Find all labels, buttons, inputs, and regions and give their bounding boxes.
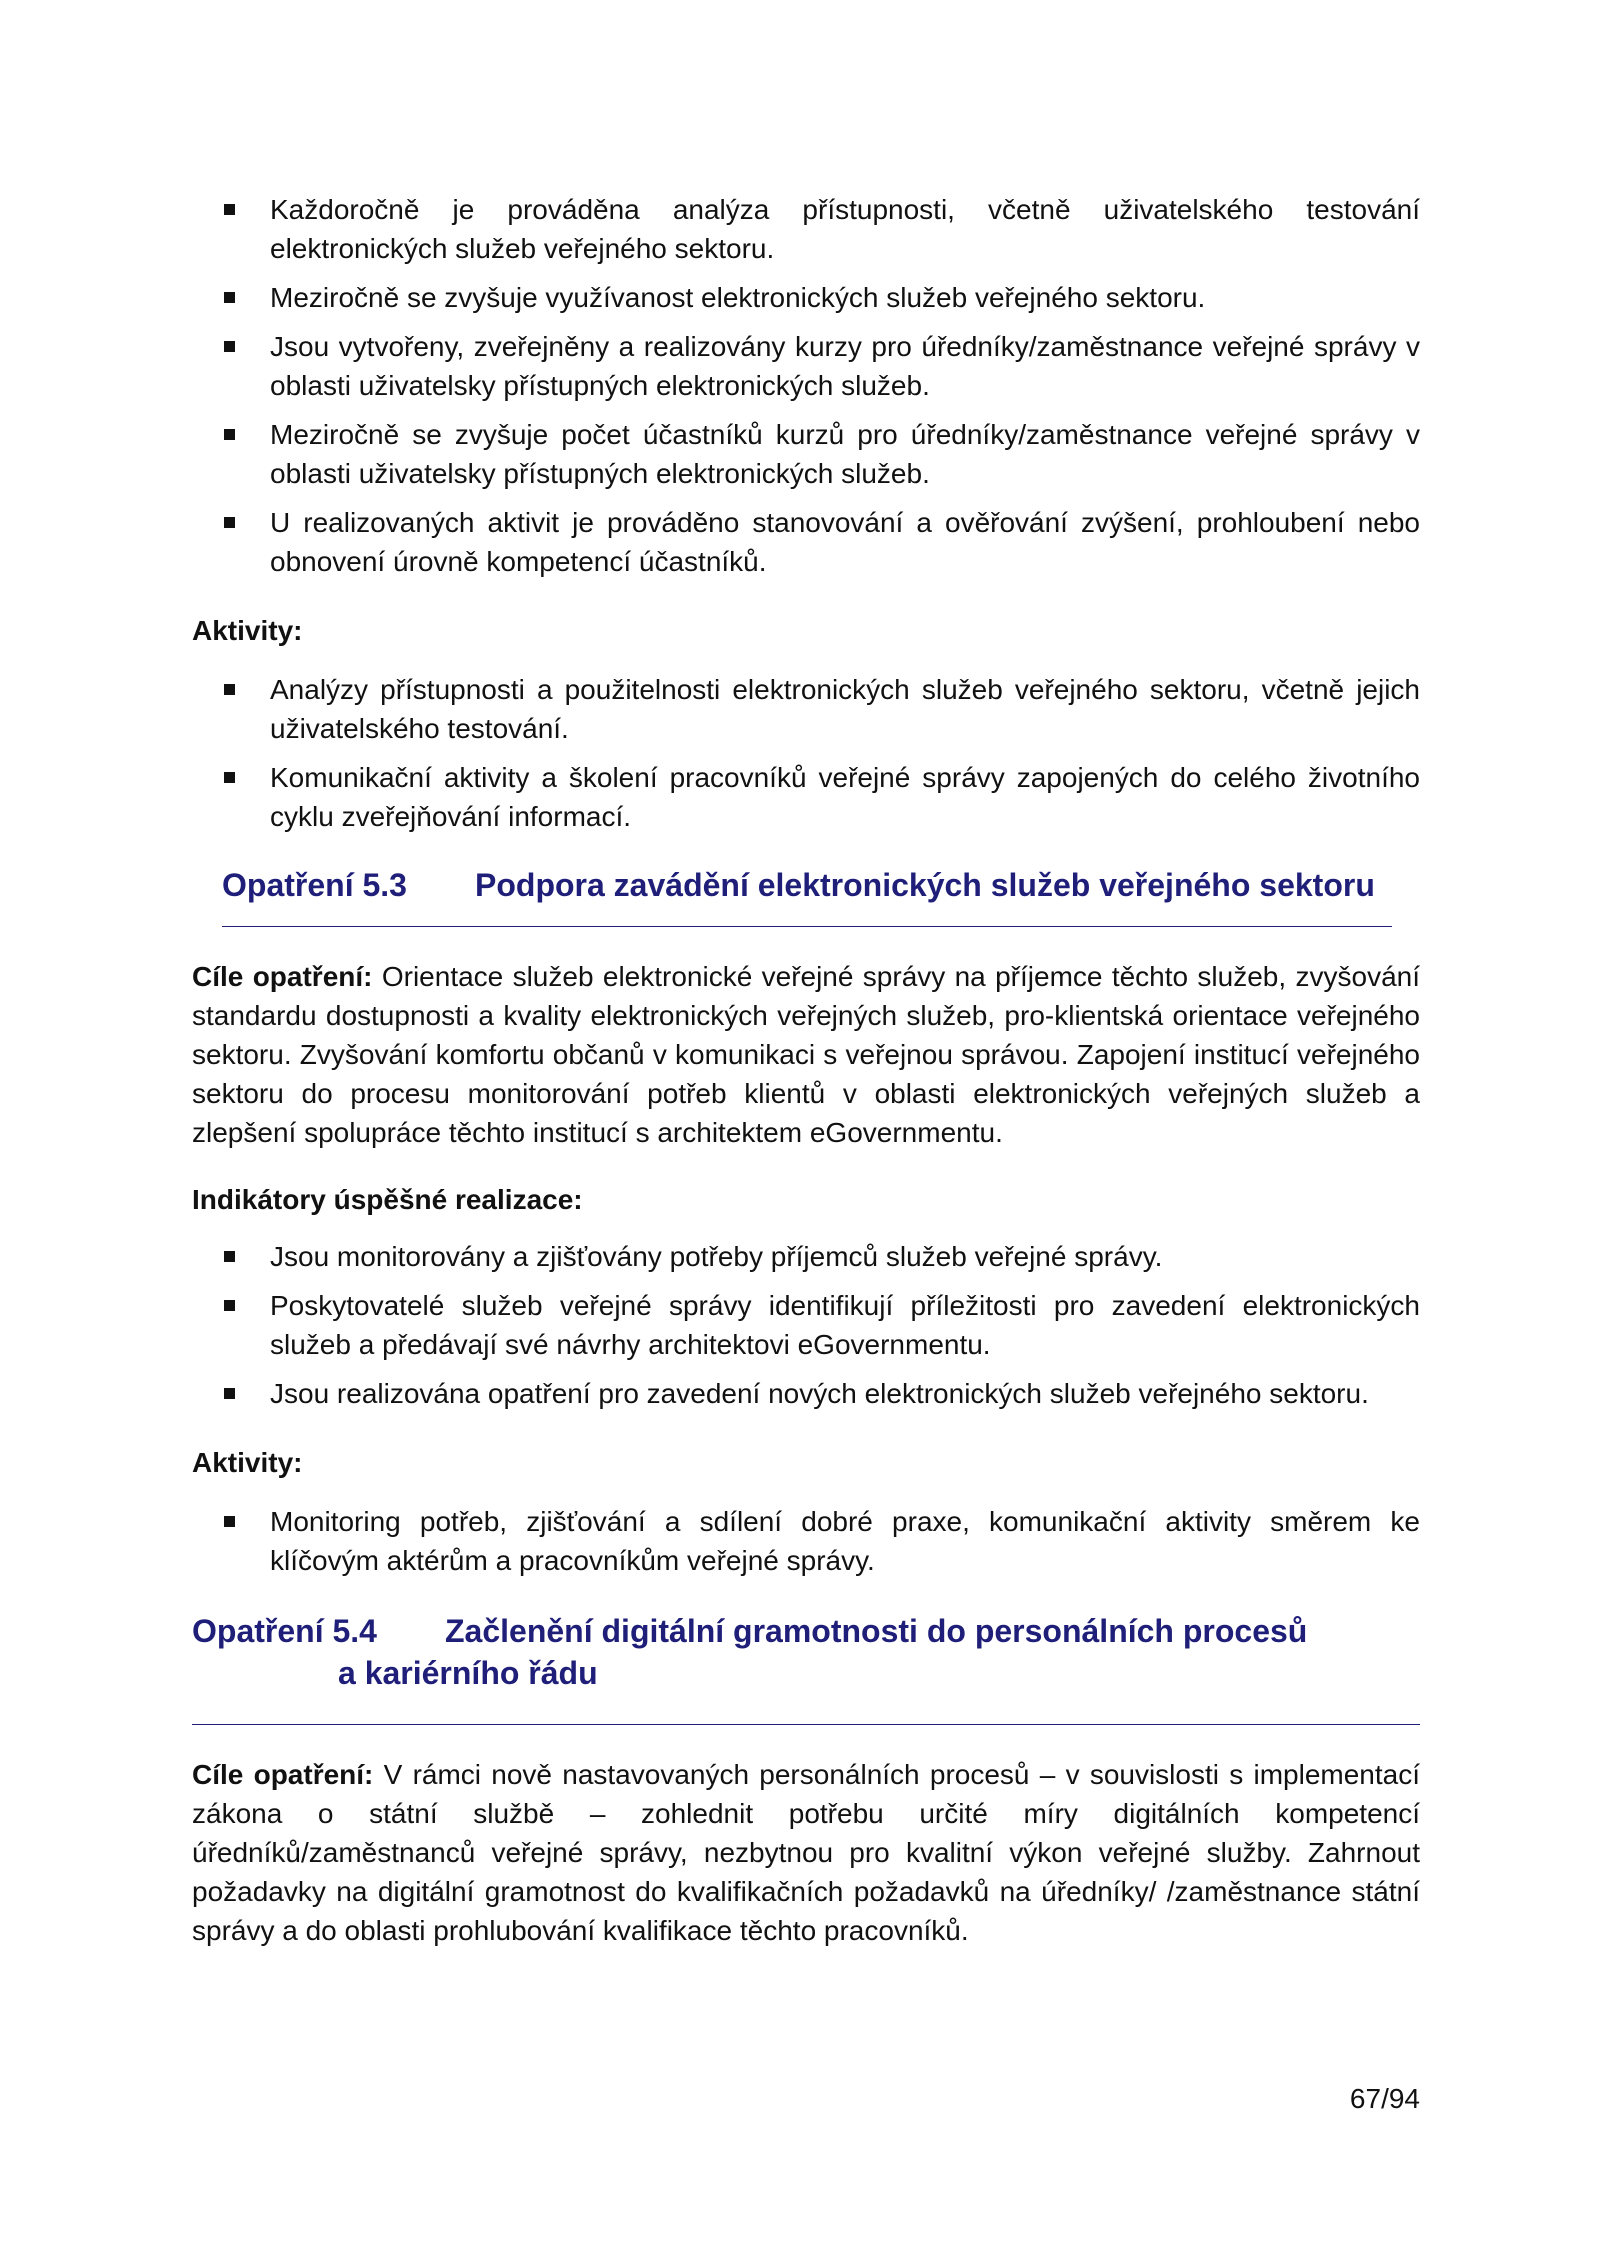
list-item: Jsou monitorovány a zjišťovány potřeby příjemců služeb veřejné správy. <box>192 1237 1420 1276</box>
measure-title: Začlenění digitální gramotnosti do personálních procesů <box>445 1613 1308 1649</box>
page-number: 67/94 <box>1349 2083 1420 2114</box>
list-item: Komunikační aktivity a školení pracovníků veřejné správy zapojených do celého životního cyklu zveřejňování informací. <box>192 758 1420 836</box>
bullet-square-icon <box>224 684 235 695</box>
bullet-square-icon <box>224 517 235 528</box>
measure-goals <box>192 957 1420 1152</box>
indicators-label: Indikátory úspěšné realizace: <box>192 1184 583 1215</box>
heading-divider <box>222 926 1392 927</box>
list-item: Meziročně se zvyšuje využívanost elektronických služeb veřejného sektoru. <box>192 278 1420 317</box>
measure-number: Opatření 5.3 <box>222 867 407 903</box>
measure-5-3-heading <box>192 864 1422 927</box>
bullet-square-icon <box>224 1388 235 1399</box>
bullet-square-icon <box>224 341 235 352</box>
list-item: Jsou vytvořeny, zveřejněny a realizovány kurzy pro úředníky/zaměstnance veřejné správy v oblasti uživatelsky přístupných elektronických služeb. <box>192 327 1420 405</box>
measure-title-continued: a kariérního řádu <box>338 1655 598 1691</box>
activities-list <box>192 1502 1420 1580</box>
list-item: Jsou realizována opatření pro zavedení nových elektronických služeb veřejného sektoru. <box>192 1374 1420 1413</box>
bullet-square-icon <box>224 1300 235 1311</box>
indicators-list <box>192 1237 1420 1413</box>
list-item: Analýzy přístupnosti a použitelnosti elektronických služeb veřejného sektoru, včetně jejich uživatelského testování. <box>192 670 1420 748</box>
list-item: Meziročně se zvyšuje počet účastníků kurzů pro úředníky/zaměstnance veřejné správy v oblasti uživatelsky přístupných elektronických služeb. <box>192 415 1420 493</box>
goals-text: Orientace služeb elektronické veřejné správy na příjemce těchto služeb, zvyšování standardu dostupnosti a kvality elektronických veřejných služeb, pro-klientská orientace veřejného sektoru. Zvyšování komfortu občanů v komunikaci s veřejnou správou. Zapojení institucí veřejného sektoru do procesu monitorování potřeb klientů v oblasti elektronických veřejných služeb a zlepšení spolupráce těchto institucí s architektem eGovernmentu. <box>192 961 1420 1148</box>
list-item: Monitoring potřeb, zjišťování a sdílení dobré praxe, komunikační aktivity směrem ke klíčovým aktérům a pracovníkům veřejné správy. <box>192 1502 1420 1580</box>
bullet-square-icon <box>224 1516 235 1527</box>
top-bullet-list <box>192 190 1420 581</box>
bullet-square-icon <box>224 292 235 303</box>
goals-label: Cíle opatření: <box>192 961 373 992</box>
goals-label: Cíle opatření: <box>192 1759 374 1790</box>
bullet-square-icon <box>224 772 235 783</box>
activities-list <box>192 670 1420 836</box>
goals-text: V rámci nově nastavovaných personálních procesů – v souvislosti s implementací zákona o státní službě – zohlednit potřebu určité míry digitálních kompetencí úředníků/zaměstnanců veřejné správy, nezbytnou pro kvalitní výkon veřejné služby. Zahrnout požadavky na digitální gramotnost do kvalifikačních požadavků na úředníky/ /zaměstnance státní správy a do oblasti prohlubování kvalifikace těchto pracovníků. <box>192 1759 1420 1946</box>
measure-title: Podpora zavádění elektronických služeb veřejného sektoru <box>475 867 1375 903</box>
measure-5-4-heading <box>192 1610 1420 1725</box>
measure-number: Opatření 5.4 <box>192 1613 377 1649</box>
heading-divider <box>192 1724 1420 1725</box>
activities-label: Aktivity: <box>192 615 303 646</box>
activities-label: Aktivity: <box>192 1447 303 1478</box>
bullet-square-icon <box>224 204 235 215</box>
document-page <box>192 180 1420 1950</box>
list-item: Každoročně je prováděna analýza přístupnosti, včetně uživatelského testování elektronických služeb veřejného sektoru. <box>192 190 1420 268</box>
bullet-square-icon <box>224 1251 235 1262</box>
bullet-square-icon <box>224 429 235 440</box>
list-item: Poskytovatelé služeb veřejné správy identifikují příležitosti pro zavedení elektronických služeb a předávají své návrhy architektovi eGovernmentu. <box>192 1286 1420 1364</box>
measure-goals <box>192 1755 1420 1950</box>
list-item: U realizovaných aktivit je prováděno stanovování a ověřování zvýšení, prohloubení nebo obnovení úrovně kompetencí účastníků. <box>192 503 1420 581</box>
